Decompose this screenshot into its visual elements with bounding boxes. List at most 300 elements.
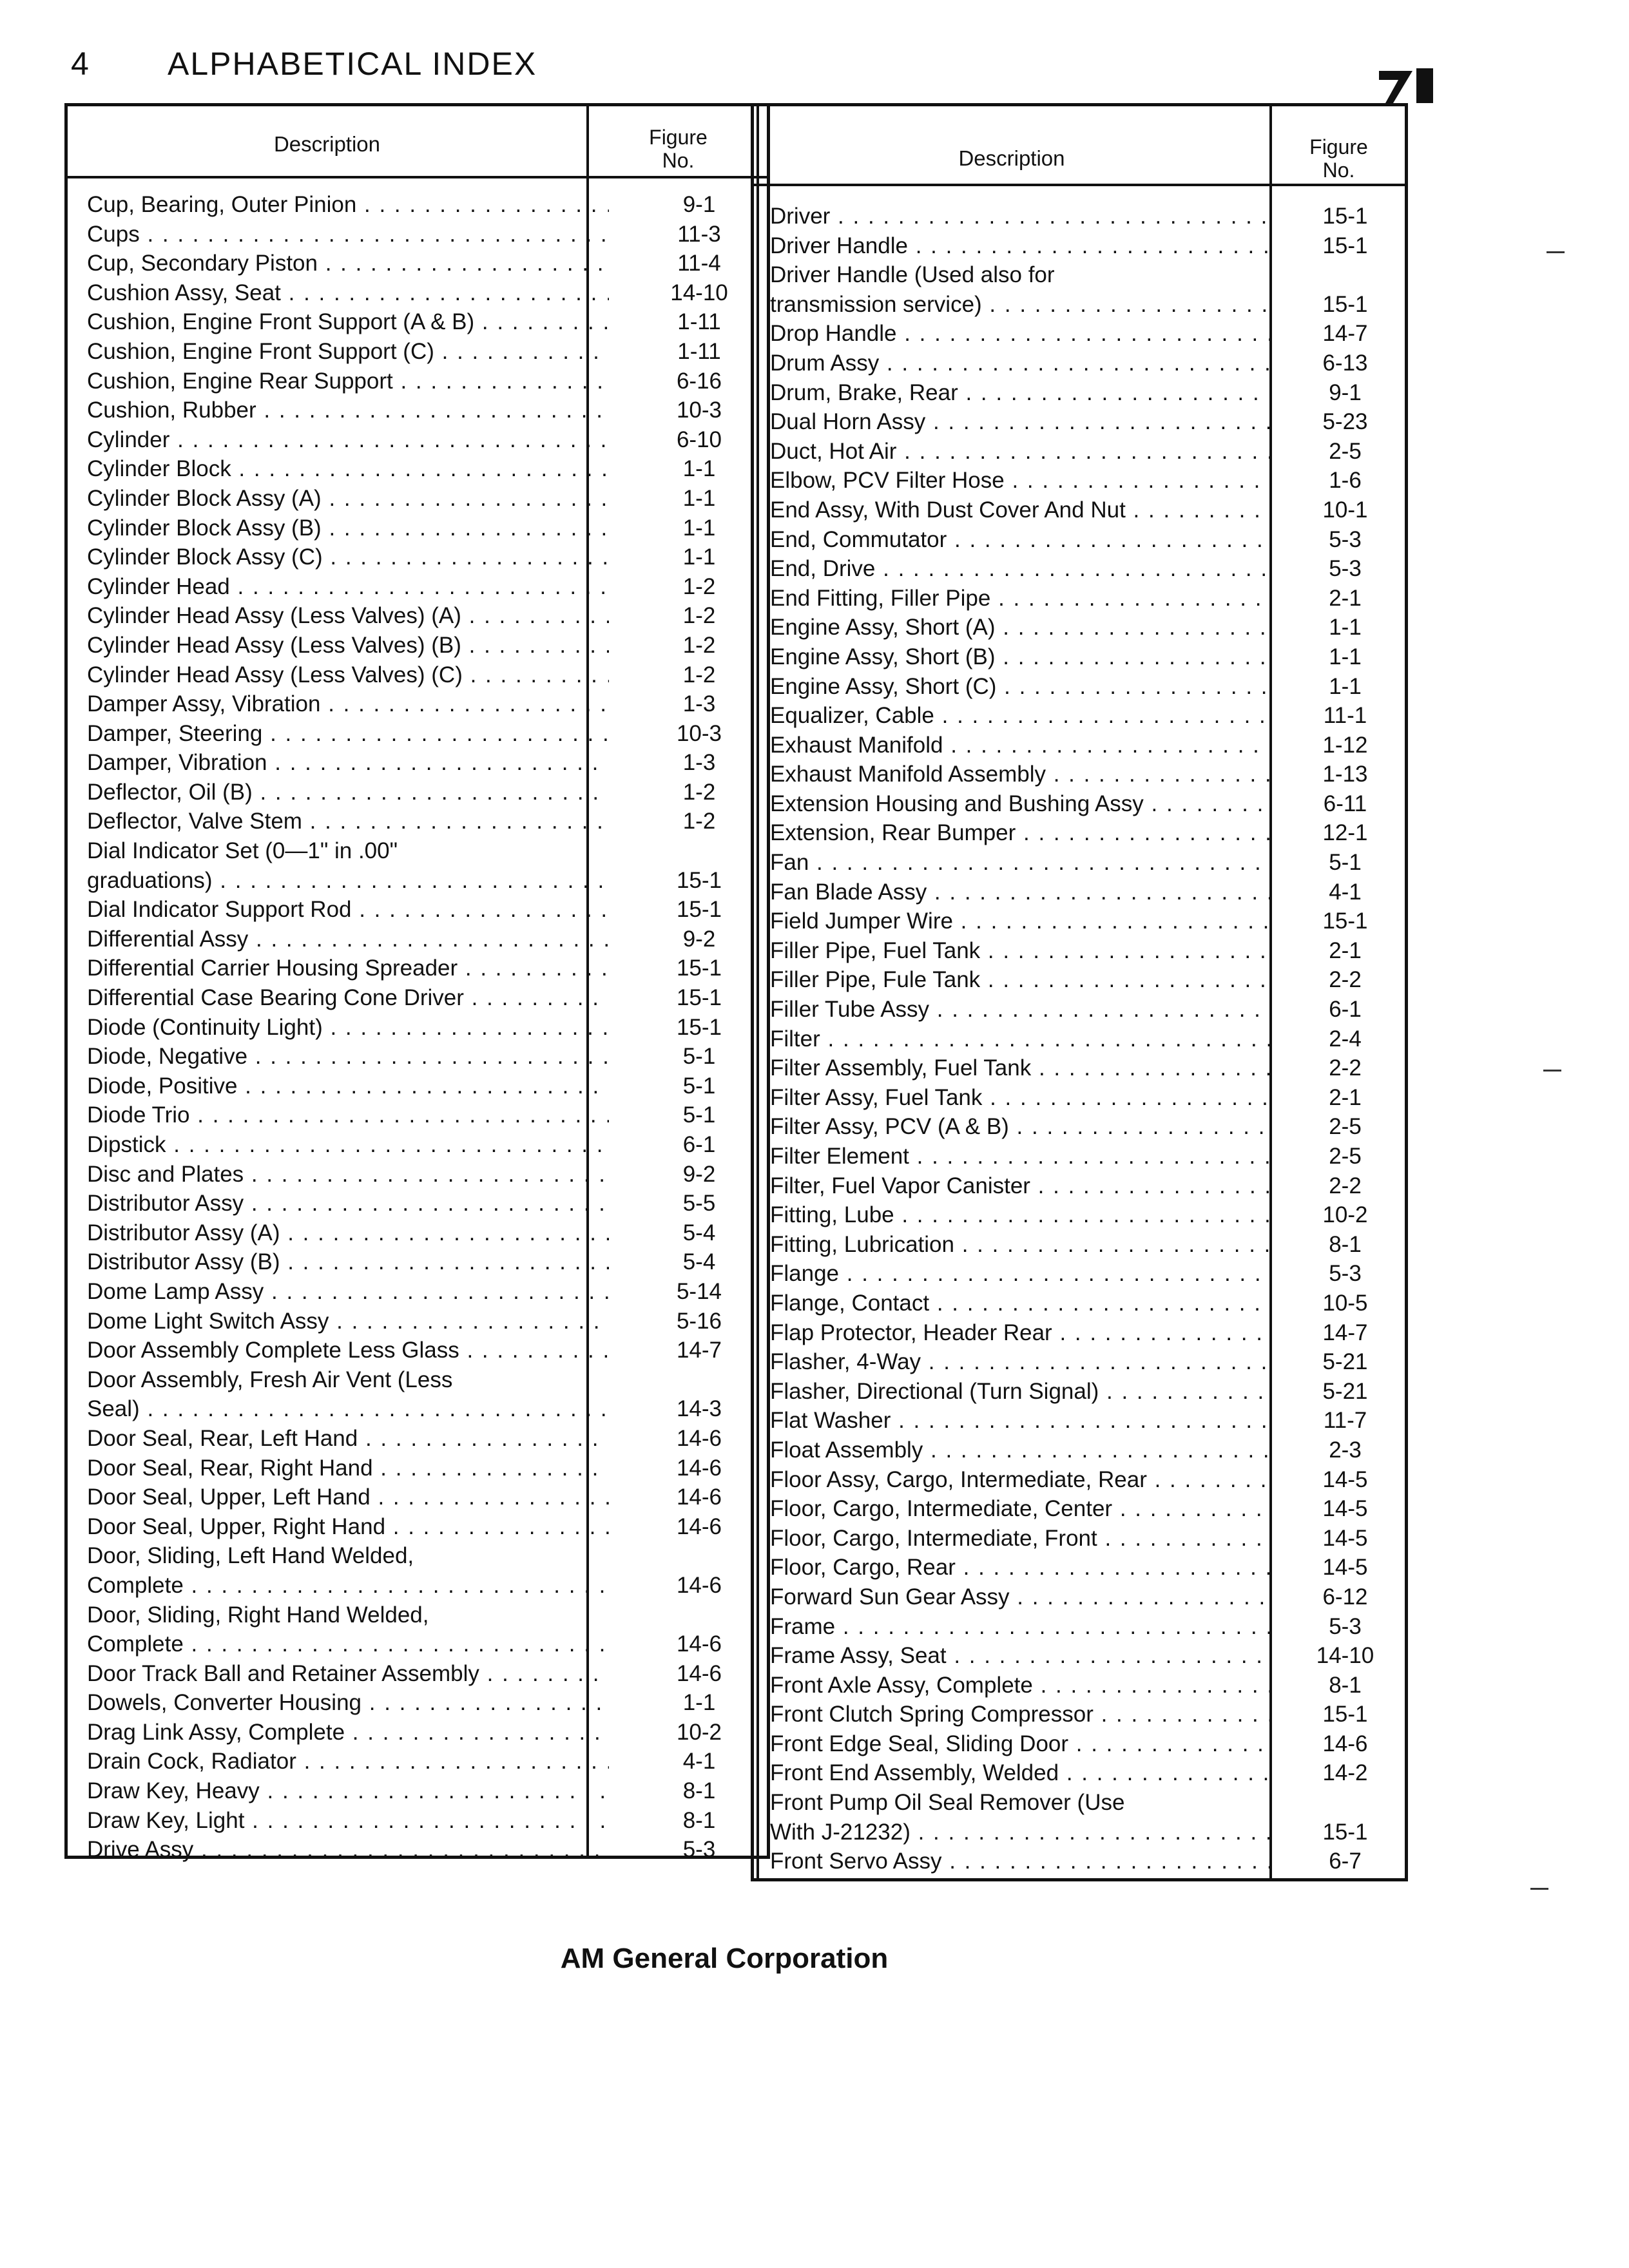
page-title: ALPHABETICAL INDEX [168,46,537,82]
entry-figure-number: 14-5 [1322,1466,1368,1492]
index-entry [754,789,1405,819]
entry-figure-number: 11-4 [677,251,721,276]
entry-figure-number: 5-1 [682,1073,716,1099]
entry-figure-number: 9-2 [682,1161,716,1187]
index-entry [754,1377,1405,1407]
entry-description: Engine Assy, Short (C) . . . [770,672,1269,702]
index-entry [754,936,1405,966]
company-name: AM General Corporation [560,1943,889,1974]
entry-figure-number: 12-1 [1322,820,1368,846]
entry-description: Filter Element . . . [770,1142,1269,1171]
entry-figure-number: 15-1 [676,956,722,981]
entry-figure-number: 14-6 [676,1425,722,1451]
entry-figure-number: 10-3 [676,720,722,746]
index-entry [68,1600,767,1630]
entry-figure-number: 2-2 [1329,1173,1362,1198]
column-header-figure: Figure No. [649,126,708,172]
entry-description: Differential Carrier Housing Spreader . . . [87,954,609,983]
entry-description: Flange . . . [770,1259,1269,1289]
entry-description: Duct, Hot Air . . . [770,437,1269,466]
entry-description: Floor Assy, Cargo, Intermediate, Rear . . . [770,1465,1269,1495]
entry-figure-number: 1-1 [682,1690,716,1716]
entry-figure-number: 5-23 [1322,409,1368,435]
jeep-logo-mark-icon [1379,64,1437,103]
entry-description: Differential Case Bearing Cone Driver . . . [87,983,609,1013]
entry-description: Drum Assy . . . [770,349,1269,378]
index-entry [68,1483,767,1512]
entry-description: End Fitting, Filler Pipe . . . [770,584,1269,613]
index-entry [68,337,767,367]
index-entry [68,807,767,836]
index-entry [68,396,767,425]
index-entry [68,307,767,337]
entry-figure-number: 14-10 [670,280,728,305]
entry-description: Diode (Continuity Light) . . . [87,1013,609,1043]
index-entry [68,601,767,631]
entry-figure-number: 1-3 [682,750,716,776]
entry-figure-number: 10-2 [676,1719,722,1745]
entry-description: Cushion Assy, Seat . . . [87,278,609,308]
index-entry [68,1835,767,1865]
entry-figure-number: 1-2 [682,632,716,658]
margin-mark [1543,1070,1561,1072]
entry-figure-number: 2-4 [1329,1026,1362,1052]
column-header-description: Description [273,132,381,156]
index-entry [754,1524,1405,1553]
index-entry [68,1629,767,1659]
entry-figure-number: 10-5 [1322,1290,1368,1316]
entry-figure-number: 2-1 [1329,1084,1362,1110]
entry-description: Cylinder Block Assy (C) . . . [87,543,609,572]
entry-figure-number: 10-1 [1322,497,1368,523]
entry-figure-number: 2-5 [1329,438,1362,464]
entry-description: Deflector, Valve Stem . . . [87,807,609,836]
index-entry [754,554,1405,584]
index-entry [754,1200,1405,1230]
index-entry [68,1042,767,1072]
index-entry [754,818,1405,848]
index-rows-right [754,202,1405,1876]
entry-figure-number: 6-11 [1323,791,1367,816]
entry-description: Floor, Cargo, Rear . . . [770,1553,1269,1582]
entry-description: Cushion, Engine Front Support (A & B) . . . [87,307,609,337]
entry-description: Flasher, Directional (Turn Signal) . . . [770,1377,1269,1407]
index-entry [754,1259,1405,1289]
entry-figure-number: 5-3 [1329,1261,1362,1287]
entry-figure-number: 8-1 [1329,1672,1362,1698]
index-entry [754,1436,1405,1465]
entry-description: Diode Trio . . . [87,1100,609,1130]
entry-figure-number: 1-3 [682,691,716,717]
index-entry [68,1394,767,1424]
entry-figure-number: 15-1 [1322,204,1368,229]
entry-description: Cylinder Head Assy (Less Valves) (B) . . . [87,631,609,660]
entry-figure-number: 11-1 [1323,703,1367,729]
entry-description: Float Assembly . . . [770,1436,1269,1465]
entry-figure-number: 11-3 [677,221,721,247]
entry-description: Cushion, Engine Rear Support . . . [87,367,609,396]
index-entry [754,1758,1405,1788]
index-entry [68,1072,767,1101]
index-entry [68,1365,767,1395]
entry-figure-number: 14-7 [1322,1320,1368,1345]
entry-description: Forward Sun Gear Assy . . . [770,1582,1269,1612]
entry-figure-number: 2-1 [1329,585,1362,611]
entry-description: Seal) . . . [87,1394,609,1424]
entry-description: Frame Assy, Seat . . . [770,1641,1269,1671]
entry-figure-number: 1-1 [682,456,716,482]
entry-description: Deflector, Oil (B) . . . [87,778,609,807]
entry-figure-number: 14-5 [1322,1555,1368,1581]
entry-figure-number: 8-1 [1329,1231,1362,1257]
entry-description: Flasher, 4-Way . . . [770,1347,1269,1377]
index-entry [754,1171,1405,1201]
entry-figure-number: 9-2 [682,926,716,952]
index-entry [754,378,1405,408]
entry-figure-number: 11-7 [1323,1408,1367,1434]
index-entry [68,1336,767,1365]
index-entry [754,760,1405,789]
index-entry [68,190,767,220]
entry-figure-number: 2-2 [1329,1055,1362,1081]
entry-figure-number: 14-10 [1316,1643,1374,1669]
entry-figure-number: 9-1 [682,192,716,217]
entry-figure-number: 15-1 [1322,233,1368,258]
index-entry [68,1454,767,1483]
index-entry [754,1465,1405,1495]
entry-figure-number: 14-2 [1322,1760,1368,1786]
entry-description: Drop Handle . . . [770,319,1269,349]
entry-description: Filter Assy, Fuel Tank . . . [770,1083,1269,1113]
index-entry [754,437,1405,466]
entry-description: Complete . . . [87,1571,609,1600]
entry-description: Door Seal, Upper, Right Hand . . . [87,1512,609,1542]
entry-description: Fan Blade Assy . . . [770,878,1269,907]
index-entry [68,631,767,660]
entry-description: End, Drive . . . [770,554,1269,584]
index-entry [68,1688,767,1718]
entry-description: Door Track Ball and Retainer Assembly . . . [87,1659,609,1689]
entry-description: Filler Pipe, Fule Tank . . . [770,965,1269,995]
entry-figure-number: 6-10 [676,427,722,452]
entry-figure-number: 15-1 [676,1014,722,1040]
entry-figure-number: 2-2 [1329,967,1362,993]
entry-description: Dipstick . . . [87,1130,609,1160]
index-entry [68,1247,767,1277]
index-entry [68,1100,767,1130]
entry-figure-number: 5-3 [682,1837,716,1863]
entry-description: Door Seal, Upper, Left Hand . . . [87,1483,609,1512]
entry-figure-number: 6-7 [1329,1849,1362,1874]
entry-figure-number: 10-2 [1322,1202,1368,1228]
entry-figure-number: 1-1 [1329,615,1362,640]
entry-description: Dome Light Switch Assy . . . [87,1307,609,1336]
entry-figure-number: 14-6 [676,1631,722,1657]
entry-description: Diode, Negative . . . [87,1042,609,1072]
entry-figure-number: 15-1 [1322,291,1368,317]
header-divider [68,176,767,178]
entry-description: graduations) . . . [87,866,609,896]
index-entry [68,1424,767,1454]
entry-figure-number: 6-1 [682,1132,716,1157]
index-entry [68,1776,767,1806]
entry-description: Damper, Steering . . . [87,719,609,749]
index-entry [68,1541,767,1571]
entry-description: Door Assembly Complete Less Glass . . . [87,1336,609,1365]
entry-description: Distributor Assy (A) . . . [87,1218,609,1248]
index-entry [68,514,767,543]
index-entry [754,642,1405,672]
index-entry [754,1318,1405,1348]
index-entry [754,231,1405,261]
column-header-description: Description [958,146,1065,170]
index-entry [754,1230,1405,1260]
entry-description: Extension Housing and Bushing Assy . . . [770,789,1269,819]
entry-figure-number: 5-4 [682,1249,716,1275]
index-entry [754,260,1405,290]
entry-description: Filter, Fuel Vapor Canister . . . [770,1171,1269,1201]
index-entry [754,407,1405,437]
entry-figure-number: 1-1 [682,485,716,511]
entry-description: Engine Assy, Short (B) . . . [770,642,1269,672]
index-entry [754,731,1405,760]
index-entry [754,1671,1405,1700]
index-entry [68,836,767,866]
entry-description: Front Axle Assy, Complete . . . [770,1671,1269,1700]
entry-description: Cup, Bearing, Outer Pinion . . . [87,190,609,220]
entry-figure-number: 5-1 [682,1044,716,1070]
index-entry [68,1189,767,1218]
index-entry [68,425,767,455]
entry-figure-number: 4-1 [1329,879,1362,905]
entry-figure-number: 5-3 [1329,556,1362,582]
entry-figure-number: 14-3 [676,1396,722,1422]
index-entry [754,1818,1405,1847]
entry-description: Door, Sliding, Left Hand Welded, [87,1543,414,1569]
entry-figure-number: 15-1 [676,985,722,1011]
entry-figure-number: 8-1 [682,1778,716,1804]
index-entry [68,983,767,1013]
index-entry [754,584,1405,613]
index-entry [754,907,1405,936]
entry-figure-number: 6-1 [1329,997,1362,1023]
entry-description: Filler Pipe, Fuel Tank . . . [770,936,1269,966]
entry-description: Drum, Brake, Rear . . . [770,378,1269,408]
index-entry [68,1512,767,1542]
entry-description: Differential Assy . . . [87,925,609,954]
index-entry [68,543,767,572]
entry-description: Drag Link Assy, Complete . . . [87,1718,609,1747]
index-entry [68,484,767,514]
index-entry [68,895,767,925]
margin-mark [1547,251,1565,253]
index-entry [68,1307,767,1336]
entry-description: Frame . . . [770,1612,1269,1642]
entry-figure-number: 1-12 [1322,732,1368,758]
index-entry [754,290,1405,320]
index-entry [754,495,1405,525]
entry-figure-number: 1-13 [1322,762,1368,787]
entry-description: Cups . . . [87,220,609,249]
entry-description: Cylinder Head Assy (Less Valves) (A) . . . [87,601,609,631]
entry-description: Distributor Assy . . . [87,1189,609,1218]
index-entry [754,1083,1405,1113]
entry-description: Flat Washer . . . [770,1406,1269,1436]
entry-description: Cup, Secondary Piston . . . [87,249,609,278]
entry-description: Draw Key, Heavy . . . [87,1776,609,1806]
entry-description: Cylinder Block Assy (A) . . . [87,484,609,514]
index-entry [68,572,767,602]
entry-figure-number: 2-5 [1329,1144,1362,1169]
entry-figure-number: 14-6 [676,1514,722,1539]
entry-description: Driver Handle (Used also for [770,262,1055,288]
entry-description: With J-21232) . . . [770,1818,1269,1847]
index-entry [68,1718,767,1747]
entry-description: transmission service) . . . [770,290,1269,320]
entry-figure-number: 6-16 [676,368,722,394]
entry-figure-number: 15-1 [1322,908,1368,934]
footer [0,1943,1629,1975]
entry-figure-number: 1-6 [1329,468,1362,494]
entry-figure-number: 8-1 [682,1807,716,1833]
entry-description: End Assy, With Dust Cover And Nut . . . [770,495,1269,525]
index-entry [68,1747,767,1776]
index-entry [754,525,1405,555]
entry-description: Fitting, Lubrication . . . [770,1230,1269,1260]
entry-figure-number: 1-1 [1329,673,1362,699]
entry-description: Engine Assy, Short (A) . . . [770,613,1269,642]
index-entry [754,349,1405,378]
index-entry [68,954,767,983]
entry-figure-number: 5-4 [682,1220,716,1245]
entry-description: Front End Assembly, Welded . . . [770,1758,1269,1788]
entry-figure-number: 5-21 [1322,1378,1368,1404]
entry-figure-number: 1-11 [677,338,721,364]
index-entry [68,454,767,484]
header-divider [754,184,1405,186]
index-entry [754,1788,1405,1818]
entry-figure-number: 2-1 [1329,937,1362,963]
entry-description: Floor, Cargo, Intermediate, Front . . . [770,1524,1269,1553]
entry-description: Front Clutch Spring Compressor . . . [770,1700,1269,1729]
entry-description: Cylinder Head Assy (Less Valves) (C) . . . [87,660,609,690]
index-entry [754,319,1405,349]
entry-figure-number: 5-16 [676,1308,722,1334]
entry-figure-number: 14-5 [1322,1496,1368,1522]
index-entry [754,1289,1405,1318]
index-entry [754,995,1405,1024]
entry-figure-number: 2-3 [1329,1437,1362,1463]
entry-description: Flap Protector, Header Rear . . . [770,1318,1269,1348]
entry-description: Distributor Assy (B) . . . [87,1247,609,1277]
index-entry [754,1847,1405,1876]
index-entry [68,748,767,778]
entry-figure-number: 5-1 [682,1102,716,1128]
entry-description: Front Pump Oil Seal Remover (Use [770,1790,1125,1816]
index-entry [68,249,767,278]
entry-figure-number: 1-1 [1329,644,1362,669]
entry-figure-number: 15-1 [676,897,722,923]
index-entry [754,1729,1405,1759]
entry-figure-number: 14-6 [676,1572,722,1598]
entry-figure-number: 1-2 [682,573,716,599]
entry-figure-number: 1-2 [682,809,716,834]
entry-figure-number: 14-7 [676,1338,722,1363]
page-header [71,45,537,82]
index-entry [754,1112,1405,1142]
index-entry [68,220,767,249]
entry-figure-number: 2-5 [1329,1114,1362,1140]
index-entry [754,672,1405,702]
index-entry [754,202,1405,231]
index-entry [754,613,1405,642]
entry-description: Exhaust Manifold . . . [770,731,1269,760]
index-table-right [751,103,1408,1881]
entry-description: Dual Horn Assy . . . [770,407,1269,437]
index-entry [68,660,767,690]
entry-description: Damper, Vibration . . . [87,748,609,778]
column-header-figure: Figure No. [1309,135,1368,182]
index-entry [754,1406,1405,1436]
entry-description: Dome Lamp Assy . . . [87,1277,609,1307]
entry-description: Dowels, Converter Housing . . . [87,1688,609,1718]
index-entry [754,1142,1405,1171]
index-entry [754,701,1405,731]
entry-description: Cushion, Engine Front Support (C) . . . [87,337,609,367]
index-entry [68,1160,767,1189]
entry-description: Fitting, Lube . . . [770,1200,1269,1230]
index-entry [68,1806,767,1836]
index-entry [68,367,767,396]
entry-description: Damper Assy, Vibration . . . [87,689,609,719]
entry-description: Floor, Cargo, Intermediate, Center . . . [770,1494,1269,1524]
index-entry [68,1130,767,1160]
index-rows-left [68,190,767,1865]
entry-figure-number: 1-2 [682,603,716,629]
entry-description: Cylinder Block . . . [87,454,609,484]
entry-description: Door, Sliding, Right Hand Welded, [87,1602,429,1628]
entry-description: Exhaust Manifold Assembly . . . [770,760,1269,789]
entry-description: Filter . . . [770,1024,1269,1054]
entry-description: Door Seal, Rear, Right Hand . . . [87,1454,609,1483]
entry-figure-number: 5-21 [1322,1349,1368,1375]
entry-figure-number: 5-1 [1329,850,1362,876]
entry-figure-number: 9-1 [1329,380,1362,405]
entry-description: Filter Assy, PCV (A & B) . . . [770,1112,1269,1142]
index-entry [68,1218,767,1248]
entry-description: Driver Handle . . . [770,231,1269,261]
margin-mark [1530,1888,1548,1890]
entry-figure-number: 14-6 [676,1485,722,1510]
page-number: 4 [71,46,90,82]
index-entry [754,1582,1405,1612]
entry-description: Cushion, Rubber . . . [87,396,609,425]
entry-description: Front Edge Seal, Sliding Door . . . [770,1729,1269,1759]
index-entry [754,1494,1405,1524]
index-entry [68,719,767,749]
index-table-left [64,103,770,1863]
entry-description: Draw Key, Light . . . [87,1806,609,1836]
index-entry [68,1277,767,1307]
entry-figure-number: 6-12 [1322,1584,1368,1610]
entry-figure-number: 1-2 [682,662,716,687]
entry-figure-number: 4-1 [682,1749,716,1774]
entry-description: Front Servo Assy . . . [770,1847,1269,1876]
index-entry [754,1700,1405,1729]
entry-figure-number: 14-6 [676,1455,722,1481]
index-entry [68,1013,767,1043]
entry-figure-number: 1-1 [682,515,716,541]
